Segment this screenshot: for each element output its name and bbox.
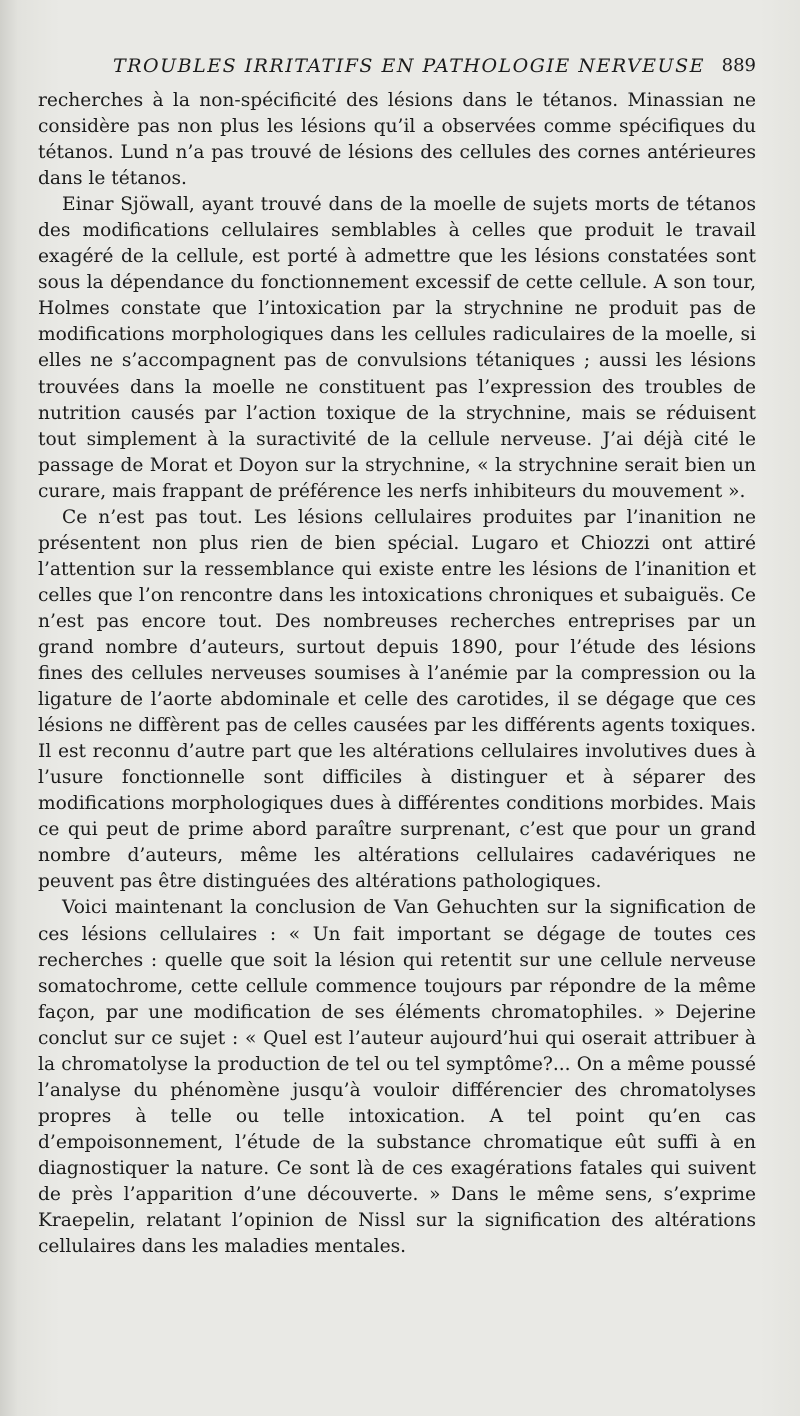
paragraph-continuation: recherches à la non-spécificité des lésions dans le tétanos. Minassian ne considère pas non plus les lésions qu’il a observées comme spécifiques du tétanos. Lund n’a pas trouvé de lésions des cellules des cornes antérieures dans le tétanos.	[38, 90, 756, 190]
paragraph-inanition: Ce n’est pas tout. Les lésions cellulaires produites par l’inanition ne présentent non plus rien de bien spécial. Lugaro et Chiozzi ont attiré l’attention sur la ressemblance qui existe entre les lésions de l’inanition et celles que l’on rencontre dans les intoxications chroniques et subaiguës. Ce n’est pas encore tout. Des nombreuses recherches entreprises par un grand nombre d’auteurs, surtout depuis 1890, pour l’étude des lésions fines des cellules nerveuses soumises à l’anémie par la compression ou la ligature de l’aorte abdominale et celle des carotides, il se dégage que ces lésions ne diffèrent pas de celles causées par les différents agents toxiques. Il est reconnu d’autre part que les altérations cellulaires involutives dues à l’usure fonctionnelle sont difficiles à distinguer et à séparer des modifications morphologiques dues à différentes conditions morbides. Mais ce qui peut de prime abord paraître surprenant, c’est que pour un grand nombre d’auteurs, même les altérations cellulaires cadavériques ne peuvent pas être distinguées des altérations pathologiques.	[38, 506, 756, 893]
running-title: TROUBLES IRRITATIFS EN PATHOLOGIE NERVEUSE	[113, 55, 705, 77]
running-header	[38, 48, 756, 84]
page-number: 889	[721, 55, 756, 76]
body-text	[38, 88, 756, 1260]
paragraph-van-gehuchten: Voici maintenant la conclusion de Van Gehuchten sur la signification de ces lésions cellulaires : « Un fait important se dégage de toutes ces recherches : quelle que soit la lésion qui retentit sur une cellule nerveuse somatochrome, cette cellule commence toujours par répondre de la même façon, par une modification de ses éléments chromatophiles. » Dejerine conclut sur ce sujet : « Quel est l’auteur aujourd’hui qui oserait attribuer à la chromatolyse la production de tel ou tel symptôme?... On a même poussé l’analyse du phénomène jusqu’à vouloir différencier des chromatolyses propres à telle ou telle intoxication. A tel point qu’en cas d’empoisonnement, l’étude de la substance chromatique eût suffi à en diagnostiquer la nature. Ce sont là de ces exagérations fatales qui suivent de près l’apparition d’une découverte. » Dans le même sens, s’exprime Kraepelin, relatant l’opinion de Nissl sur la signification des altérations cellulaires dans les maladies mentales.	[38, 897, 756, 1258]
paragraph-sjowall: Einar Sjöwall, ayant trouvé dans de la moelle de sujets morts de tétanos des modifications cellulaires semblables à celles que produit le travail exagéré de la cellule, est porté à admettre que les lésions constatées sont sous la dépendance du fonctionnement excessif de cette cellule. A son tour, Holmes constate que l’intoxication par la strychnine ne produit pas de modifications morphologiques dans les cellules radiculaires de la moelle, si elles ne s’accompagnent pas de convulsions tétaniques ; aussi les lésions trouvées dans la moelle ne constituent pas l’expression des troubles de nutrition causés par l’action toxique de la strychnine, mais se réduisent tout simplement à la suractivité de la cellule nerveuse. J’ai déjà cité le passage de Morat et Doyon sur la strychnine, « la strychnine serait bien un curare, mais frappant de préférence les nerfs inhibiteurs du mouvement ».	[38, 194, 756, 502]
